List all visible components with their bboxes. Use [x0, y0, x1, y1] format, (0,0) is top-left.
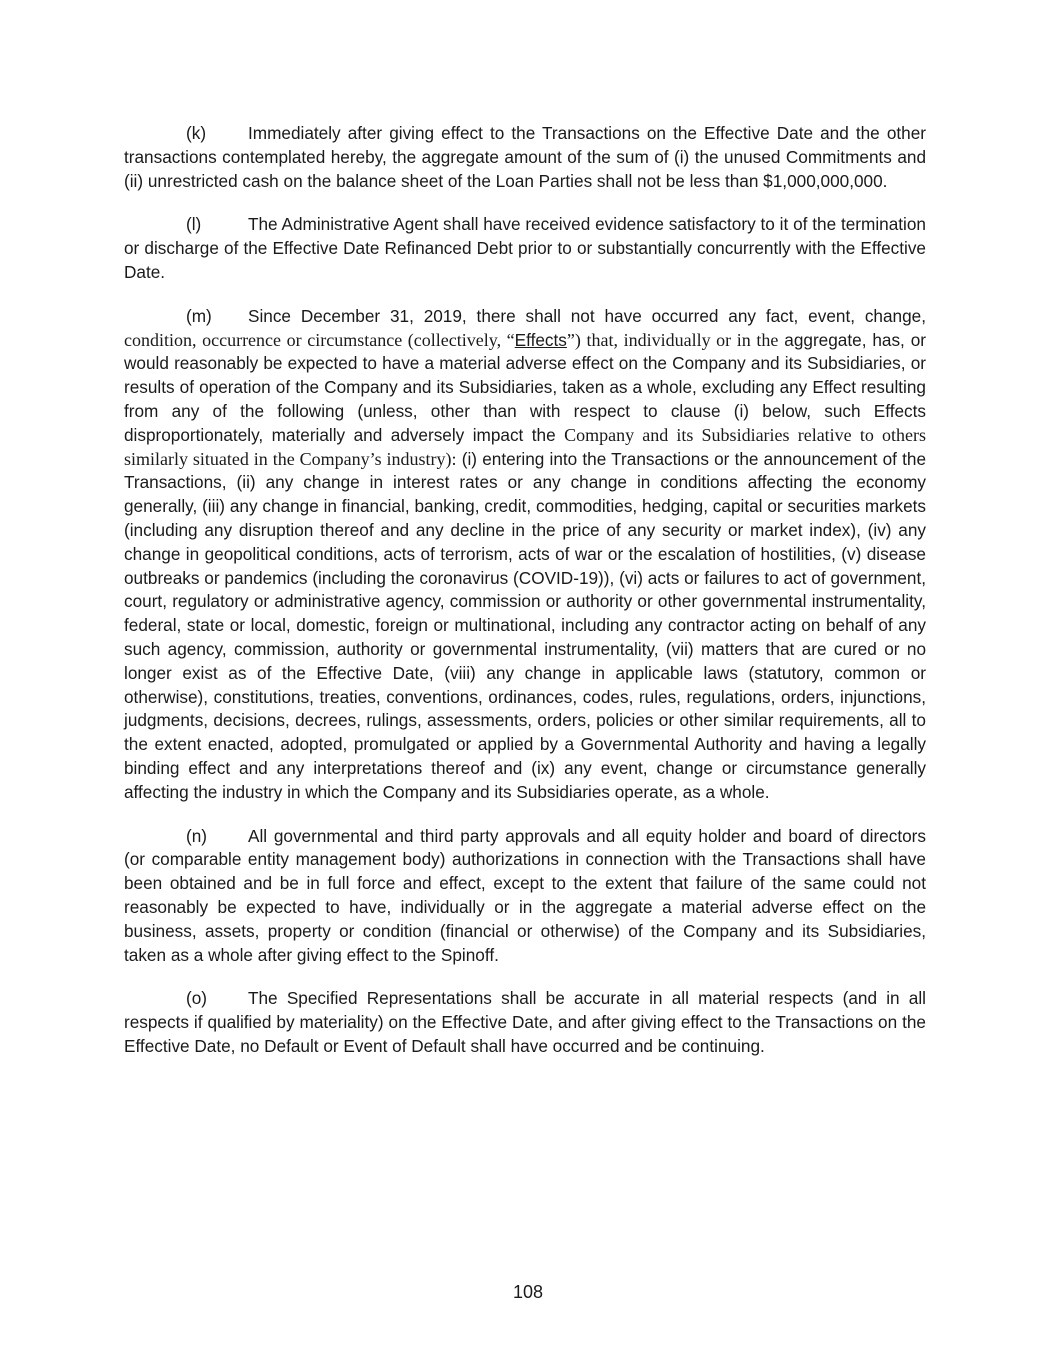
paragraph-l [124, 213, 926, 284]
paragraph-text-serif: condition, occurrence or circumstance (collectively, “ [124, 329, 515, 350]
paragraph-text: (i) entering into the Transactions or the announcement of the Transactions, (ii) any change in interest rates or any change in conditions affecting the economy generally, (iii) any change in financial, banking, credit, commodities, hedging, capital or securities markets (including any disruption thereof and any decline in the price of any security or market index), (iv) any change in geopolitical conditions, acts of terrorism, acts of war or the escalation of hostilities, (v) disease outbreaks or pandemics (including the coronavirus (COVID-19)), (vi) acts or failures to act of government, court, regulatory or administrative agency, commission or authority or other governmental instrumentality, federal, state or local, domestic, foreign or multinational, including any contractor acting on behalf of any such agency, commission, authority or governmental instrumentality, (vii) matters that are cured or no longer exist as of the Effective Date, (viii) any change in applicable laws (statutory, common or otherwise), constitutions, treaties, conventions, ordinances, codes, rules, regulations, orders, injunctions, judgments, decisions, decrees, rulings, assessments, orders, policies or other similar requirements, all to the extent enacted, adopted, promulgated or applied by a Governmental Authority and having a legally binding effect and any interpretations thereof and (ix) any event, change or circumstance generally affecting the industry in which the Company and its Subsidiaries operate, as a whole. [124, 448, 927, 802]
paragraph-text: Immediately after giving effect to the Transactions on the Effective Date and the other transactions contemplated hereby, the aggregate amount of the sum of (i) the unused Commitments and (ii) unrestricted cash on the balance sheet of the Loan Parties shall not be less than $1,000,000,000. [124, 123, 926, 191]
paragraph-text: Since December 31, 2019, there shall not have occurred any fact, event, change, [248, 305, 926, 326]
paragraph-label: (n) [186, 825, 208, 846]
defined-term-effects: Effects [514, 329, 567, 350]
paragraph-k [124, 122, 926, 193]
paragraph-n [124, 825, 926, 968]
paragraph-label: (k) [186, 123, 207, 143]
paragraph-label: (o) [186, 988, 208, 1009]
paragraph-text: aggregate, has, or would reasonably be expected to have a material adverse effect on the Company and its Subsidiaries, or results of operation of the Company and its Subsidiaries, taken as a whole, excluding any Effect resulting from any of the following (unless, other than with respect to clause (i) below, such Effects disproportionately, materially and adversely impact the [124, 329, 926, 445]
paragraph-text-serif: ”) that, individually or in the [566, 329, 779, 350]
document-page [124, 122, 926, 1079]
paragraph-text: The Specified Representations shall be accurate in all material respects (and in all respects if qualified by materiality) on the Effective Date, and after giving effect to the Transactions on the Effective Date, no Default or Event of Default shall have occurred and be continuing. [124, 988, 926, 1056]
page-number: 108 [512, 1282, 544, 1302]
paragraph-label: (m) [186, 305, 212, 326]
paragraph-text: The Administrative Agent shall have received evidence satisfactory to it of the termination or discharge of the Effective Date Refinanced Debt prior to or substantially concurrently with the Effective Date. [124, 214, 926, 282]
paragraph-o [124, 987, 926, 1058]
paragraph-text: All governmental and third party approvals and all equity holder and board of directors (or comparable entity management body) authorizations in connection with the Transactions shall have been obtained and be in full force and effect, except to the extent that failure of the same could not reasonably be expected to have, individually or in the aggregate a material adverse effect on the business, assets, property or condition (financial or otherwise) of the Company and its Subsidiaries, taken as a whole after giving effect to the Spinoff. [124, 825, 926, 965]
paragraph-text-serif: Company and its Subsidiaries relative to others similarly situated in the Company’s industry): [124, 424, 926, 469]
paragraph-label: (l) [186, 214, 202, 235]
paragraph-m [124, 305, 926, 805]
